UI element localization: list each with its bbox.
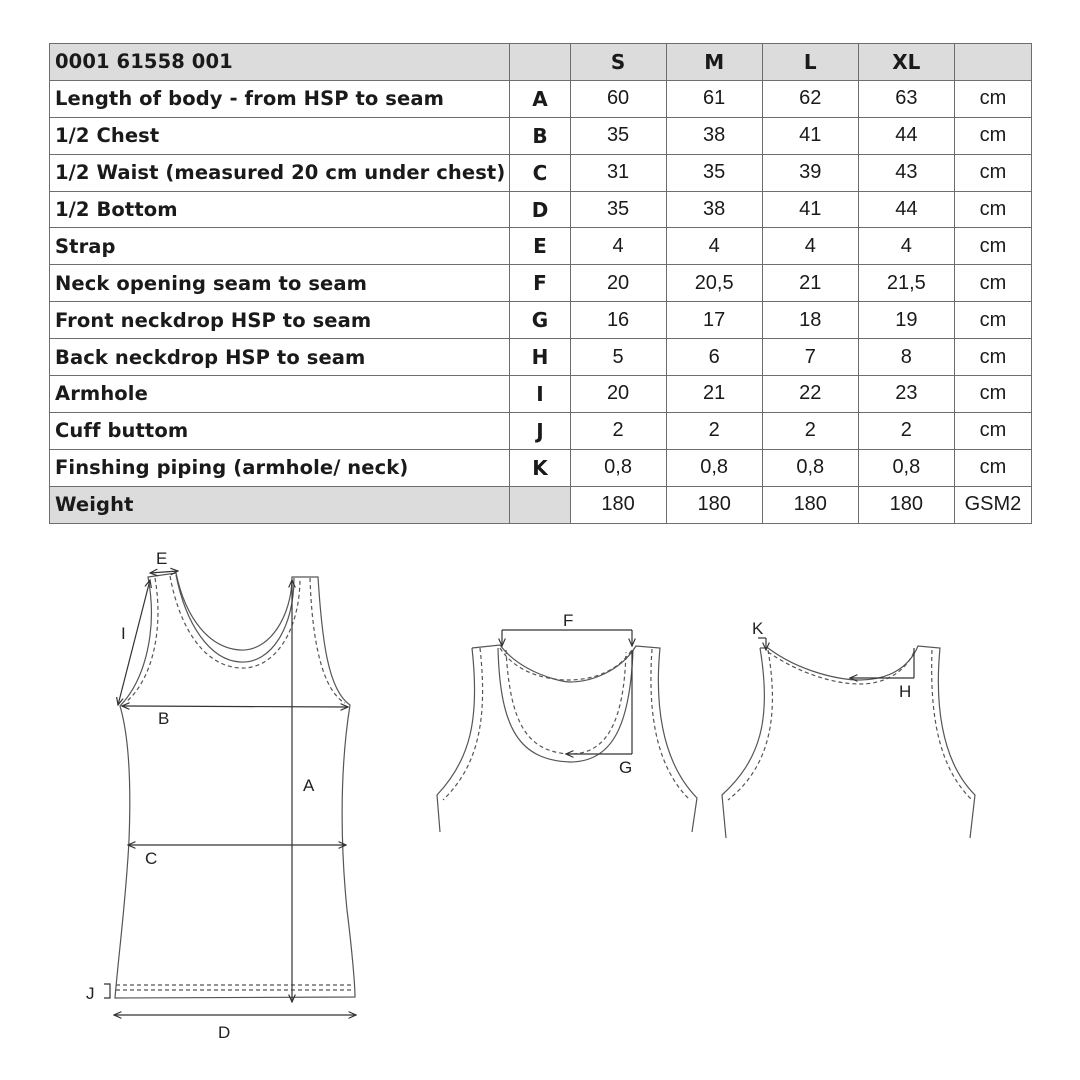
front-neck-detail-drawing <box>437 645 697 832</box>
label-h: H <box>899 682 912 701</box>
value-l: 7 <box>762 339 858 376</box>
unit: cm <box>954 302 1031 339</box>
measurement-name: Neck opening seam to seam <box>50 265 510 302</box>
weight-l: 180 <box>762 486 858 523</box>
value-l: 62 <box>762 80 858 117</box>
unit: cm <box>954 265 1031 302</box>
measurement-code: C <box>510 154 570 191</box>
value-s: 20 <box>570 376 666 413</box>
value-m: 0,8 <box>666 449 762 486</box>
value-m: 2 <box>666 412 762 449</box>
measurement-code: I <box>510 376 570 413</box>
value-xl: 43 <box>858 154 954 191</box>
value-s: 0,8 <box>570 449 666 486</box>
size-header-l: L <box>762 44 858 81</box>
table-row <box>50 154 1032 191</box>
weight-code-cell <box>510 486 570 523</box>
measurement-code: D <box>510 191 570 228</box>
measurement-name: 1/2 Waist (measured 20 cm under chest) <box>50 154 510 191</box>
measurement-code: B <box>510 117 570 154</box>
value-s: 31 <box>570 154 666 191</box>
value-xl: 63 <box>858 80 954 117</box>
label-e: E <box>156 549 168 568</box>
value-s: 35 <box>570 117 666 154</box>
value-l: 0,8 <box>762 449 858 486</box>
back-neck-measurement-lines <box>758 638 914 678</box>
label-d: D <box>218 1023 231 1042</box>
value-xl: 4 <box>858 228 954 265</box>
weight-row <box>50 486 1032 523</box>
measurement-code: G <box>510 302 570 339</box>
value-l: 41 <box>762 191 858 228</box>
header-code-cell <box>510 44 570 81</box>
article-code: 0001 61558 001 <box>50 44 510 81</box>
measurement-name: 1/2 Bottom <box>50 191 510 228</box>
label-k: K <box>752 619 764 638</box>
unit: cm <box>954 191 1031 228</box>
value-s: 5 <box>570 339 666 376</box>
unit: cm <box>954 376 1031 413</box>
value-l: 18 <box>762 302 858 339</box>
table-row <box>50 376 1032 413</box>
tank-top-technical-drawing <box>0 530 1080 1070</box>
label-g: G <box>619 758 633 777</box>
value-s: 2 <box>570 412 666 449</box>
value-m: 35 <box>666 154 762 191</box>
value-xl: 0,8 <box>858 449 954 486</box>
weight-unit: GSM2 <box>954 486 1031 523</box>
measurement-name: Back neckdrop HSP to seam <box>50 339 510 376</box>
value-s: 60 <box>570 80 666 117</box>
weight-m: 180 <box>666 486 762 523</box>
value-xl: 2 <box>858 412 954 449</box>
measurement-code: A <box>510 80 570 117</box>
measurement-code: H <box>510 339 570 376</box>
value-xl: 21,5 <box>858 265 954 302</box>
measurement-code: K <box>510 449 570 486</box>
value-s: 16 <box>570 302 666 339</box>
value-xl: 44 <box>858 117 954 154</box>
table-row <box>50 449 1032 486</box>
table-row <box>50 412 1032 449</box>
table-row <box>50 339 1032 376</box>
measurement-name: 1/2 Chest <box>50 117 510 154</box>
table-row <box>50 265 1032 302</box>
unit: cm <box>954 117 1031 154</box>
value-l: 21 <box>762 265 858 302</box>
front-neck-measurement-lines <box>502 630 632 754</box>
value-m: 17 <box>666 302 762 339</box>
size-spec-table <box>49 43 1032 524</box>
measurement-code: F <box>510 265 570 302</box>
value-m: 38 <box>666 191 762 228</box>
measurement-name: Length of body - from HSP to seam <box>50 80 510 117</box>
value-s: 20 <box>570 265 666 302</box>
label-j: J <box>86 984 95 1003</box>
unit: cm <box>954 412 1031 449</box>
value-s: 35 <box>570 191 666 228</box>
value-l: 39 <box>762 154 858 191</box>
measurement-code: E <box>510 228 570 265</box>
unit: cm <box>954 339 1031 376</box>
value-m: 4 <box>666 228 762 265</box>
label-c: C <box>145 849 158 868</box>
unit: cm <box>954 80 1031 117</box>
front-measurement-lines <box>104 571 356 1015</box>
value-m: 21 <box>666 376 762 413</box>
table-row <box>50 80 1032 117</box>
table-row <box>50 228 1032 265</box>
size-spec-table-body <box>50 44 1032 524</box>
value-l: 22 <box>762 376 858 413</box>
size-header-xl: XL <box>858 44 954 81</box>
weight-xl: 180 <box>858 486 954 523</box>
table-header-row <box>50 44 1032 81</box>
size-header-s: S <box>570 44 666 81</box>
size-header-m: M <box>666 44 762 81</box>
table-row <box>50 302 1032 339</box>
value-s: 4 <box>570 228 666 265</box>
measurement-name: Cuff buttom <box>50 412 510 449</box>
measurement-name: Strap <box>50 228 510 265</box>
value-l: 2 <box>762 412 858 449</box>
label-b: B <box>158 709 170 728</box>
value-xl: 19 <box>858 302 954 339</box>
measurement-code: J <box>510 412 570 449</box>
label-i: I <box>121 624 126 643</box>
label-f: F <box>563 611 574 630</box>
label-a: A <box>303 776 315 795</box>
unit: cm <box>954 228 1031 265</box>
header-unit-cell <box>954 44 1031 81</box>
value-m: 61 <box>666 80 762 117</box>
value-m: 6 <box>666 339 762 376</box>
table-row <box>50 191 1032 228</box>
value-xl: 23 <box>858 376 954 413</box>
measurement-name: Armhole <box>50 376 510 413</box>
measurement-name: Finshing piping (armhole/ neck) <box>50 449 510 486</box>
front-garment-drawing <box>115 573 355 998</box>
measurement-name: Front neckdrop HSP to seam <box>50 302 510 339</box>
value-m: 38 <box>666 117 762 154</box>
value-m: 20,5 <box>666 265 762 302</box>
weight-s: 180 <box>570 486 666 523</box>
value-l: 41 <box>762 117 858 154</box>
table-row <box>50 117 1032 154</box>
value-xl: 44 <box>858 191 954 228</box>
back-neck-detail-drawing <box>722 646 975 838</box>
unit: cm <box>954 154 1031 191</box>
unit: cm <box>954 449 1031 486</box>
value-l: 4 <box>762 228 858 265</box>
value-xl: 8 <box>858 339 954 376</box>
weight-label: Weight <box>50 486 510 523</box>
